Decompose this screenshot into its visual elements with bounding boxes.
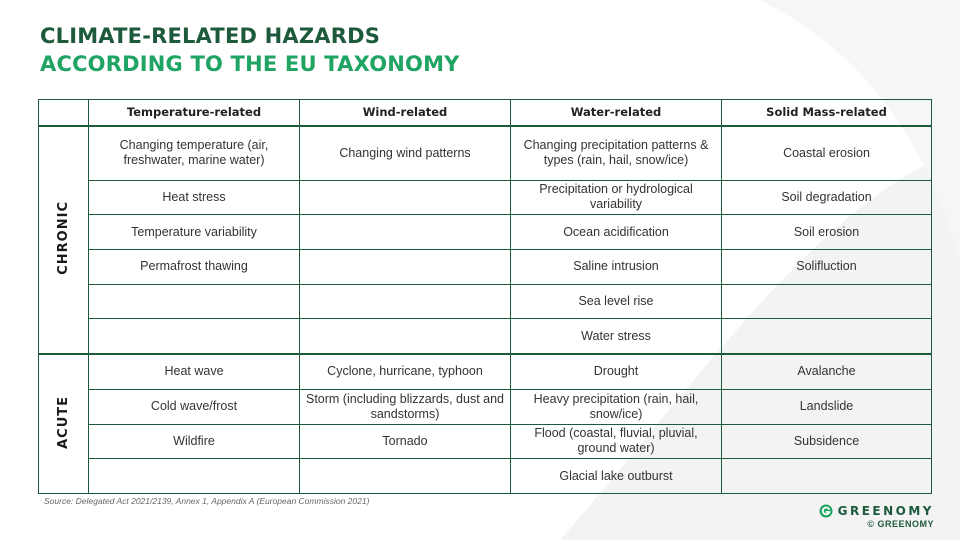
- copyright-text: © GREENOMY: [867, 519, 934, 529]
- header-water: Water-related: [511, 100, 722, 126]
- table-cell: [300, 215, 511, 250]
- table-cell: Landslide: [722, 389, 932, 424]
- brand-name: GREENOMY: [837, 504, 934, 518]
- source-note: Source: Delegated Act 2021/2139, Annex 1, Appendix A (European Commission 2021): [44, 496, 370, 506]
- greenomy-logo-icon: [819, 504, 833, 518]
- table-cell: Sea level rise: [511, 284, 722, 319]
- table-cell: Changing precipitation patterns & types (rain, hail, snow/ice): [511, 126, 722, 181]
- table-cell: [300, 319, 511, 354]
- table-cell: Avalanche: [722, 354, 932, 389]
- table-cell: Temperature variability: [89, 215, 300, 250]
- table-cell: Saline intrusion: [511, 250, 722, 285]
- table-row: [39, 459, 932, 494]
- table-cell: Tornado: [300, 424, 511, 459]
- table-cell: [722, 459, 932, 494]
- group-chronic: [39, 126, 89, 355]
- table-row: [39, 180, 932, 215]
- table-cell: [722, 284, 932, 319]
- table-cell: Heat wave: [89, 354, 300, 389]
- group-chronic-label: CHRONIC: [56, 200, 71, 275]
- table-cell: Soil degradation: [722, 180, 932, 215]
- table-row: [39, 250, 932, 285]
- header-row: [39, 100, 932, 126]
- table-cell: Precipitation or hydrological variability: [511, 180, 722, 215]
- table-cell: Ocean acidification: [511, 215, 722, 250]
- table-row: [39, 215, 932, 250]
- table-cell: Glacial lake outburst: [511, 459, 722, 494]
- table-cell: Cyclone, hurricane, typhoon: [300, 354, 511, 389]
- table-cell: [89, 459, 300, 494]
- table-cell: Changing wind patterns: [300, 126, 511, 181]
- table-cell: Subsidence: [722, 424, 932, 459]
- group-acute: [39, 354, 89, 493]
- header-solid-mass: Solid Mass-related: [722, 100, 932, 126]
- table-row: [39, 284, 932, 319]
- table-cell: Heat stress: [89, 180, 300, 215]
- table-cell: [89, 319, 300, 354]
- brand-block: [819, 504, 934, 529]
- table-row: [39, 319, 932, 354]
- table-cell: Soil erosion: [722, 215, 932, 250]
- slide-title: [40, 22, 460, 78]
- table-row: [39, 424, 932, 459]
- table-cell: Heavy precipitation (rain, hail, snow/ice): [511, 389, 722, 424]
- table-cell: [300, 459, 511, 494]
- table-cell: Permafrost thawing: [89, 250, 300, 285]
- table-cell: Wildfire: [89, 424, 300, 459]
- group-acute-label: ACUTE: [56, 395, 71, 449]
- table-cell: Water stress: [511, 319, 722, 354]
- table-cell: Changing temperature (air, freshwater, marine water): [89, 126, 300, 181]
- table-cell: Solifluction: [722, 250, 932, 285]
- corner-cell: [39, 100, 89, 126]
- hazards-table: [38, 99, 932, 494]
- table-row: [39, 389, 932, 424]
- table-cell: [89, 284, 300, 319]
- table-row: [39, 354, 932, 389]
- table-row: [39, 126, 932, 181]
- table-cell: Cold wave/frost: [89, 389, 300, 424]
- header-wind: Wind-related: [300, 100, 511, 126]
- table-cell: Flood (coastal, fluvial, pluvial, ground water): [511, 424, 722, 459]
- table-cell: Storm (including blizzards, dust and sandstorms): [300, 389, 511, 424]
- table-cell: [300, 250, 511, 285]
- header-temperature: Temperature-related: [89, 100, 300, 126]
- title-line-1: CLIMATE-RELATED HAZARDS: [40, 24, 381, 48]
- table-cell: Coastal erosion: [722, 126, 932, 181]
- table-cell: [300, 284, 511, 319]
- title-line-2: ACCORDING TO THE EU TAXONOMY: [40, 52, 460, 76]
- table-cell: [300, 180, 511, 215]
- table-cell: Drought: [511, 354, 722, 389]
- table-cell: [722, 319, 932, 354]
